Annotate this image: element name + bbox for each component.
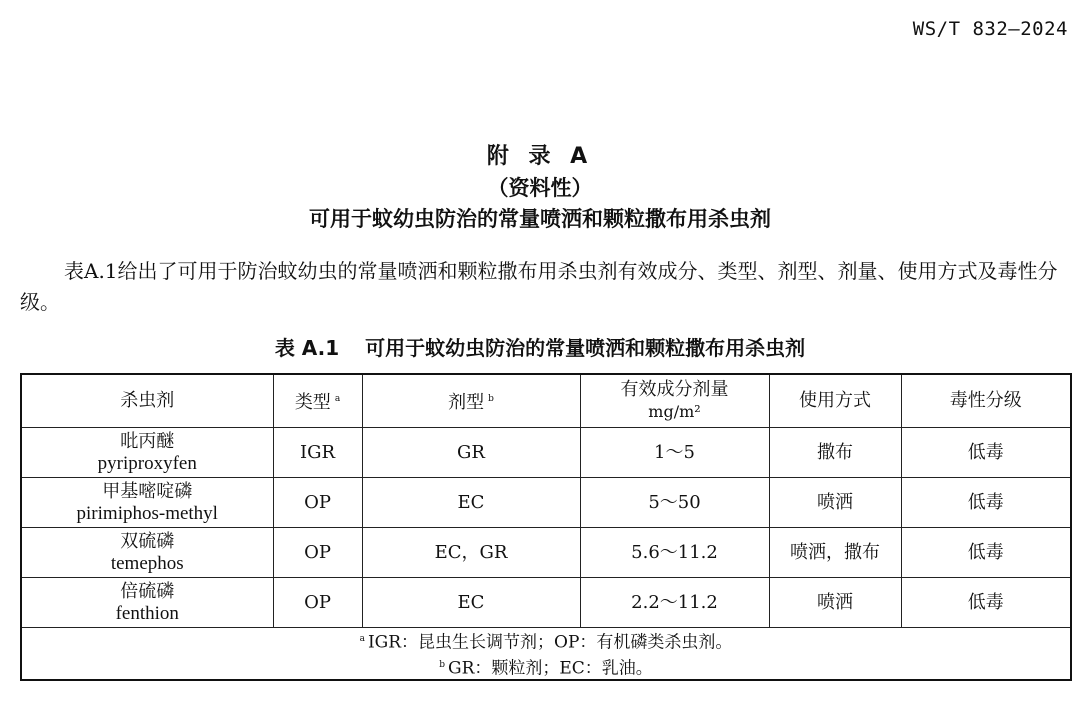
cell-formulation: EC: [362, 578, 580, 628]
footnote-a-text: IGR：昆虫生长调节剂；OP：有机磷类杀虫剂。: [367, 632, 733, 653]
cell-type: IGR: [273, 428, 362, 478]
intro-paragraph: 表A.1给出了可用于防治蚊幼虫的常量喷洒和颗粒撒布用杀虫剂有效成分、类型、剂型、剂量、使用方式及毒性分级。: [20, 259, 1058, 314]
header-formulation: [362, 374, 580, 428]
name-en: pirimiphos-methyl: [76, 502, 218, 524]
cell-method: 喷洒，撒布: [769, 528, 901, 578]
cell-insecticide: [21, 578, 273, 628]
insecticide-table: [20, 373, 1072, 681]
table-row: [21, 428, 1071, 478]
header-dose: [580, 374, 769, 428]
appendix-label: 附 录 A: [486, 144, 594, 169]
footnote-b: [22, 654, 1070, 680]
name-zh: 甲基嘧啶磷: [102, 480, 193, 502]
table-row: [21, 528, 1071, 578]
cell-dose: 2.2～11.2: [580, 578, 769, 628]
header-formulation-footnote-mark: b: [488, 394, 494, 404]
header-type-footnote-mark: a: [334, 394, 341, 404]
name-en: temephos: [110, 552, 184, 574]
table-caption: [0, 332, 1080, 361]
footnote-b-mark: b: [439, 659, 445, 670]
cell-toxicity: 低毒: [901, 428, 1071, 478]
cell-method: 喷洒: [769, 578, 901, 628]
header-type: [273, 374, 362, 428]
cell-type: OP: [273, 578, 362, 628]
table-row: [21, 478, 1071, 528]
header-toxicity: 毒性分级: [901, 374, 1071, 428]
cell-insecticide: [21, 428, 273, 478]
cell-dose: 5～50: [580, 478, 769, 528]
cell-insecticide: [21, 528, 273, 578]
header-type-label: 类型: [294, 392, 331, 413]
name-en: fenthion: [115, 602, 179, 624]
cell-method: 撒布: [769, 428, 901, 478]
footnote-b-text: GR：颗粒剂；EC：乳油。: [447, 658, 653, 679]
header-dose-unit: mg/m²: [648, 402, 701, 421]
cell-method: 喷洒: [769, 478, 901, 528]
table-notes: [21, 628, 1071, 681]
standard-code: WS/T 832—2024: [912, 18, 1068, 40]
table-row: [21, 578, 1071, 628]
cell-dose: 1～5: [580, 428, 769, 478]
header-formulation-label: 剂型: [448, 392, 485, 413]
name-zh: 吡丙醚: [120, 430, 175, 452]
footnote-a-mark: a: [359, 634, 365, 644]
cell-formulation: GR: [362, 428, 580, 478]
appendix-title: 可用于蚊幼虫防治的常量喷洒和颗粒撒布用杀虫剂: [309, 207, 771, 231]
cell-type: OP: [273, 478, 362, 528]
table-number: 表 A.1: [274, 336, 340, 360]
table-caption-text: 可用于蚊幼虫防治的常量喷洒和颗粒撒布用杀虫剂: [365, 336, 806, 360]
cell-formulation: EC，GR: [362, 528, 580, 578]
cell-toxicity: 低毒: [901, 528, 1071, 578]
cell-toxicity: 低毒: [901, 478, 1071, 528]
cell-dose: 5.6～11.2: [580, 528, 769, 578]
cell-toxicity: 低毒: [901, 578, 1071, 628]
cell-type: OP: [273, 528, 362, 578]
table-notes-row: [21, 628, 1071, 681]
table-header-row: [21, 374, 1071, 428]
name-en: pyriproxyfen: [97, 452, 197, 474]
cell-insecticide: [21, 478, 273, 528]
header-dose-label: 有效成分剂量: [620, 379, 729, 400]
appendix-nature: （资料性）: [487, 176, 593, 200]
name-zh: 倍硫磷: [120, 580, 175, 602]
name-zh: 双硫磷: [120, 530, 175, 552]
header-method: 使用方式: [769, 374, 901, 428]
header-insecticide: 杀虫剂: [21, 374, 273, 428]
cell-formulation: EC: [362, 478, 580, 528]
footnote-a: [22, 628, 1070, 654]
